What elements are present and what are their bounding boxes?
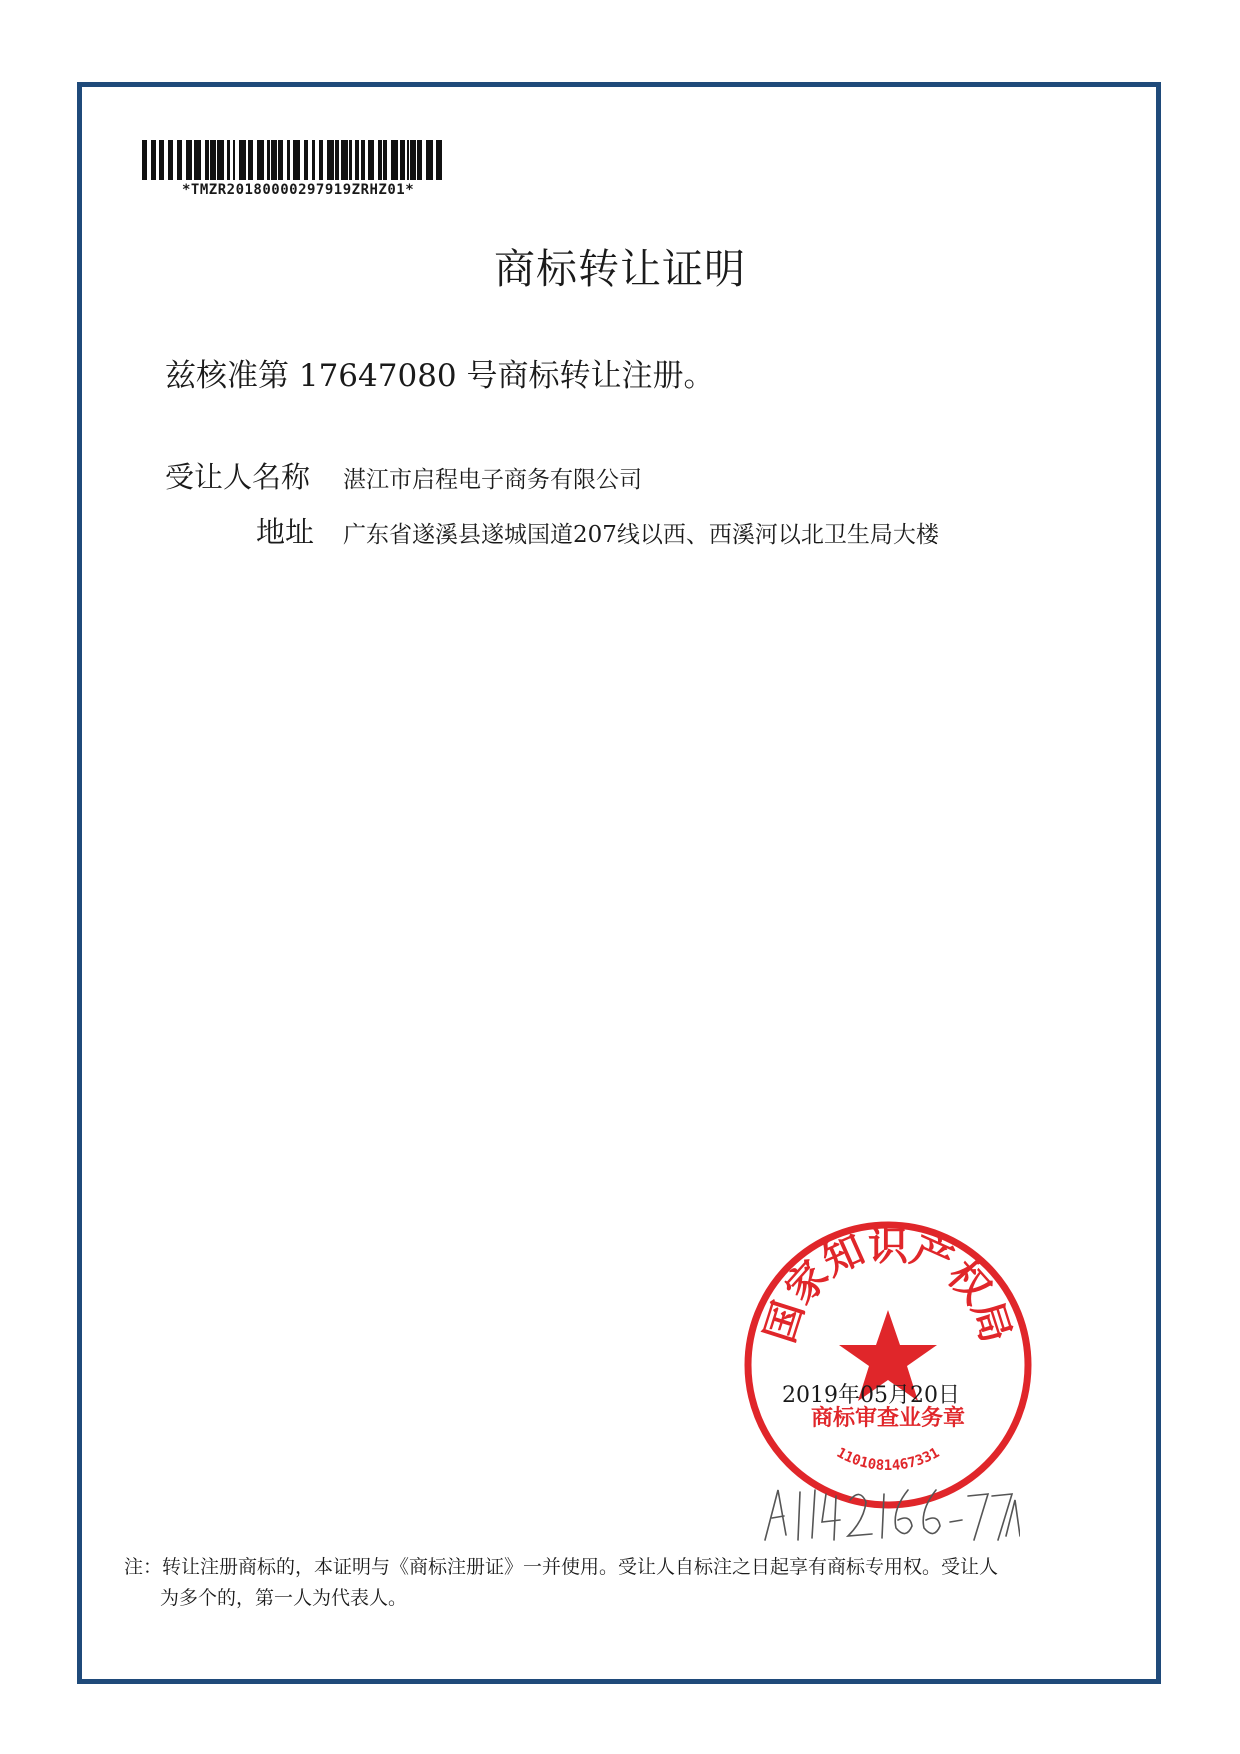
barcode-bar (335, 140, 339, 180)
barcode-bar (233, 140, 235, 180)
barcode-bar (436, 140, 442, 180)
barcode-bar (361, 140, 365, 180)
barcode-bar (177, 140, 182, 180)
barcode-bar (186, 140, 192, 180)
seal-dept-text: 商标审查业务章 (810, 1406, 966, 1431)
barcode-bar (271, 140, 277, 180)
barcode-bar (349, 140, 352, 180)
barcode-bar (205, 140, 209, 180)
assignee-address-value: 广东省遂溪县遂城国道207线以西、西溪河以北卫生局大楼 (343, 522, 939, 548)
barcode-bar (293, 140, 300, 180)
barcode-bar (383, 140, 387, 180)
barcode-bar (227, 140, 230, 180)
footnote-line-1: 注：转让注册商标的，本证明与《商标注册证》一并使用。受让人自标注之日起享有商标专用权。受让人 (124, 1557, 999, 1578)
barcode-bar (210, 140, 216, 180)
barcode-bar (410, 140, 416, 180)
barcode-bar (304, 140, 308, 180)
barcode-bar (368, 140, 374, 180)
seal-number-text: 1101081467331 (833, 1444, 943, 1474)
handwritten-annotation (760, 1480, 1020, 1550)
barcode-bar (417, 140, 422, 180)
barcode-bar (400, 140, 405, 180)
barcode-bar (355, 140, 359, 180)
barcode-bar (391, 140, 398, 180)
footnote-line-2: 为多个的，第一人为代表人。 (160, 1588, 408, 1609)
barcode-bar (239, 140, 246, 180)
barcode-image (142, 140, 442, 180)
barcode-bar (267, 140, 270, 180)
barcode-bar (341, 140, 348, 180)
barcode-bar (142, 140, 147, 180)
barcode-block (142, 140, 442, 198)
barcode-bar (407, 140, 409, 180)
barcode-bar (151, 140, 156, 180)
official-seal (738, 1215, 1038, 1515)
assignee-name-value: 湛江市启程电子商务有限公司 (343, 467, 642, 493)
barcode-bar (319, 140, 323, 180)
barcode-bar (159, 140, 164, 180)
barcode-bar (278, 140, 283, 180)
issue-date: 2019年05月20日 (782, 1383, 960, 1408)
barcode-bar (248, 140, 253, 180)
barcode-bar (257, 140, 264, 180)
assignee-name-label: 受让人名称 (165, 460, 311, 494)
barcode-bar (378, 140, 382, 180)
barcode-bar (426, 140, 433, 180)
seal-org-text: 国家知识产权局 (756, 1222, 1020, 1349)
barcode-bar (217, 140, 224, 180)
assignee-address-label: 地址 (256, 515, 315, 549)
barcode-bar (287, 140, 290, 180)
svg-text:1101081467331 (834, 1445, 942, 1474)
barcode-bar (194, 140, 201, 180)
barcode-bar (327, 140, 334, 180)
approval-statement: 兹核准第 17647080 号商标转让注册。 (165, 358, 715, 394)
footnote (124, 1552, 1134, 1614)
page-title: 商标转让证明 (494, 245, 746, 293)
barcode-bar (312, 140, 315, 180)
barcode-bar (168, 140, 173, 180)
barcode-code: *TMZR20180000297919ZRHZ01* (182, 182, 415, 198)
